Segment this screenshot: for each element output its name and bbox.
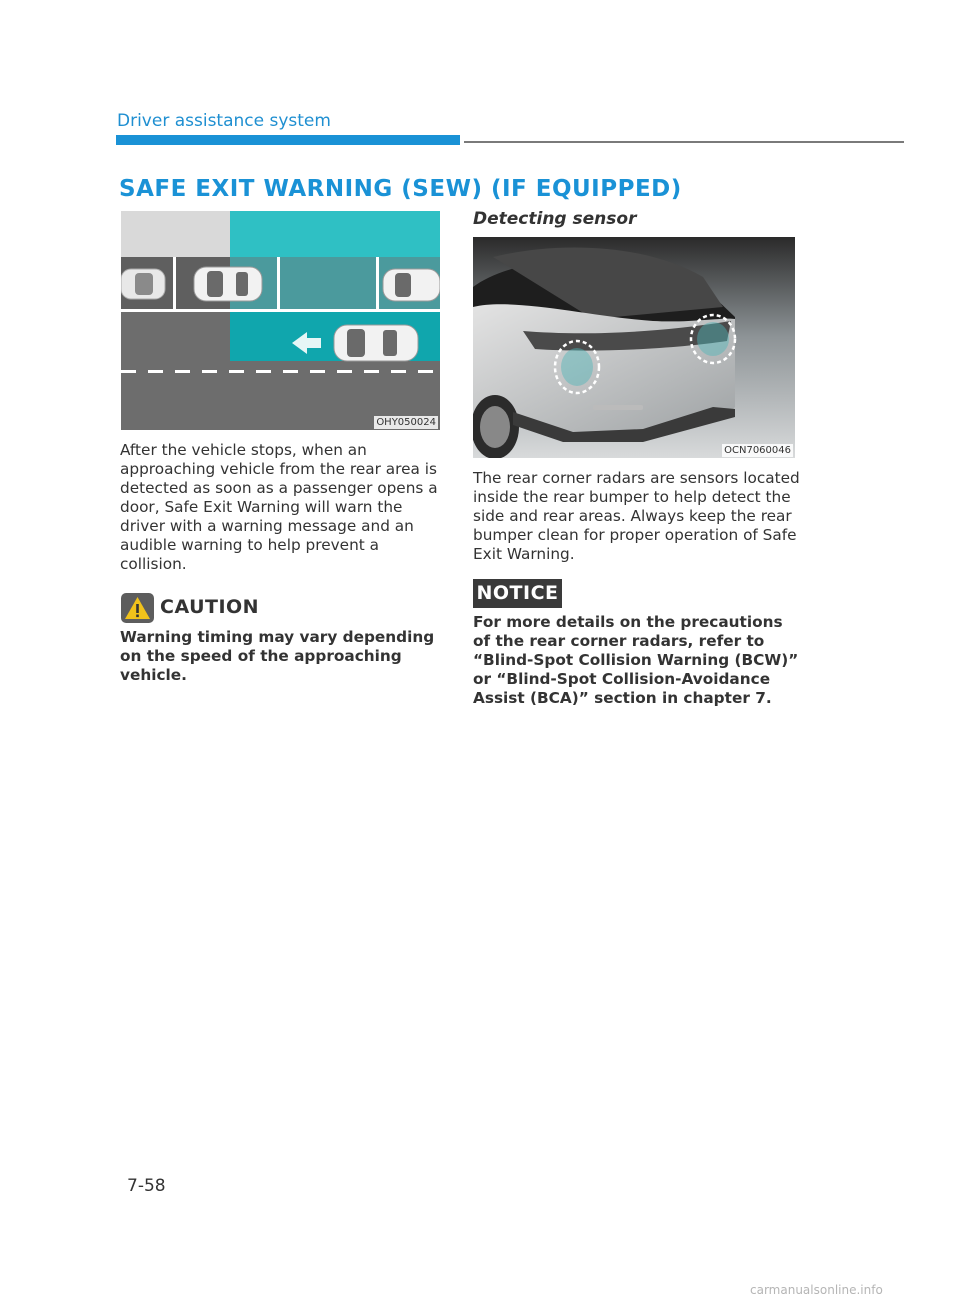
figure-code-label: OHY050024: [376, 417, 436, 428]
rear-corner-radar-figure: [473, 237, 795, 458]
caution-text: Warning timing may vary depending on the speed of the approaching vehicle.: [120, 628, 435, 684]
section-title: SAFE EXIT WARNING (SEW) (IF EQUIPPED): [119, 176, 682, 202]
header-rule-blue: [116, 135, 460, 145]
figure-code-label: OCN7060046: [724, 445, 791, 456]
header-rule-gray: [464, 141, 904, 143]
sew-top-view-figure: [121, 211, 440, 430]
sensor-description-paragraph: The rear corner radars are sensors located inside the rear bumper to help detect the side and rear areas. Always keep the rear bumper clean for proper operation of Safe Exit Warning.: [473, 469, 800, 563]
detecting-sensor-heading: Detecting sensor: [473, 209, 637, 229]
sew-top-view-illustration: [121, 211, 440, 430]
notice-text: For more details on the precautions of the rear corner radars, refer to “Blind-Spot Collision Warning (BCW)” or “Blind-Spot Collision-Avoidance Assist (BCA)” section in chapter 7.: [473, 613, 799, 707]
caution-title: CAUTION: [160, 596, 260, 618]
page-number: 7-58: [127, 1176, 166, 1196]
notice-badge: NOTICE: [473, 579, 562, 608]
rear-car-illustration: [473, 237, 795, 458]
chapter-title: Driver assistance system: [117, 111, 331, 131]
watermark: carmanualsonline.info: [750, 1283, 883, 1297]
sew-description-paragraph: After the vehicle stops, when an approaching vehicle from the rear area is detected as soon as a passenger opens a door, Safe Exit Warning will warn the driver with a warning message and an audible warning to help prevent a collision.: [120, 441, 438, 573]
warning-triangle-icon: [121, 593, 154, 623]
